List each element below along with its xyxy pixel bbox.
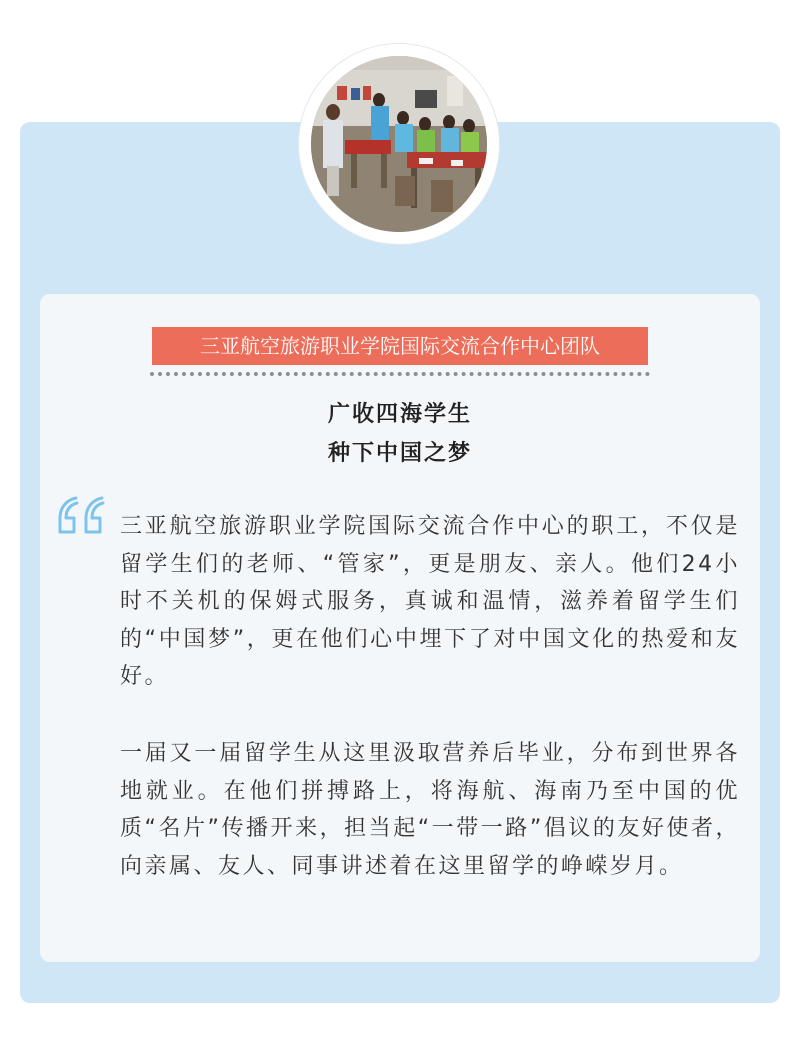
body-paragraph-2: 一届又一届留学生从这里汲取营养后毕业，分布到世界各地就业。在他们拼搏路上，将海航、海南乃至中国的优质“名片”传播开来，担当起“一带一路”倡议的友好使者，向亲属、友人、同事讲述着在这里留学的峥嵘岁月。 [120,741,740,879]
headline-line-2: 种下中国之梦 [327,441,472,466]
avatar-photo [311,56,487,232]
body-paragraph-1: 三亚航空旅游职业学院国际交流合作中心的职工，不仅是留学生们的老师、“管家”，更是朋友、亲人。他们24小时不关机的保姆式服务，真诚和温情，滋养着留学生们的“中国梦”，更在他们心中埋下了对中国文化的热爱和友好。 [120,514,740,689]
dotted-divider [150,372,650,376]
team-name-badge: 三亚航空旅游职业学院国际交流合作中心团队 [152,327,648,365]
open-quote-icon [56,494,110,538]
headline-line-1: 广收四海学生 [327,402,472,427]
classroom-photo [311,56,487,232]
